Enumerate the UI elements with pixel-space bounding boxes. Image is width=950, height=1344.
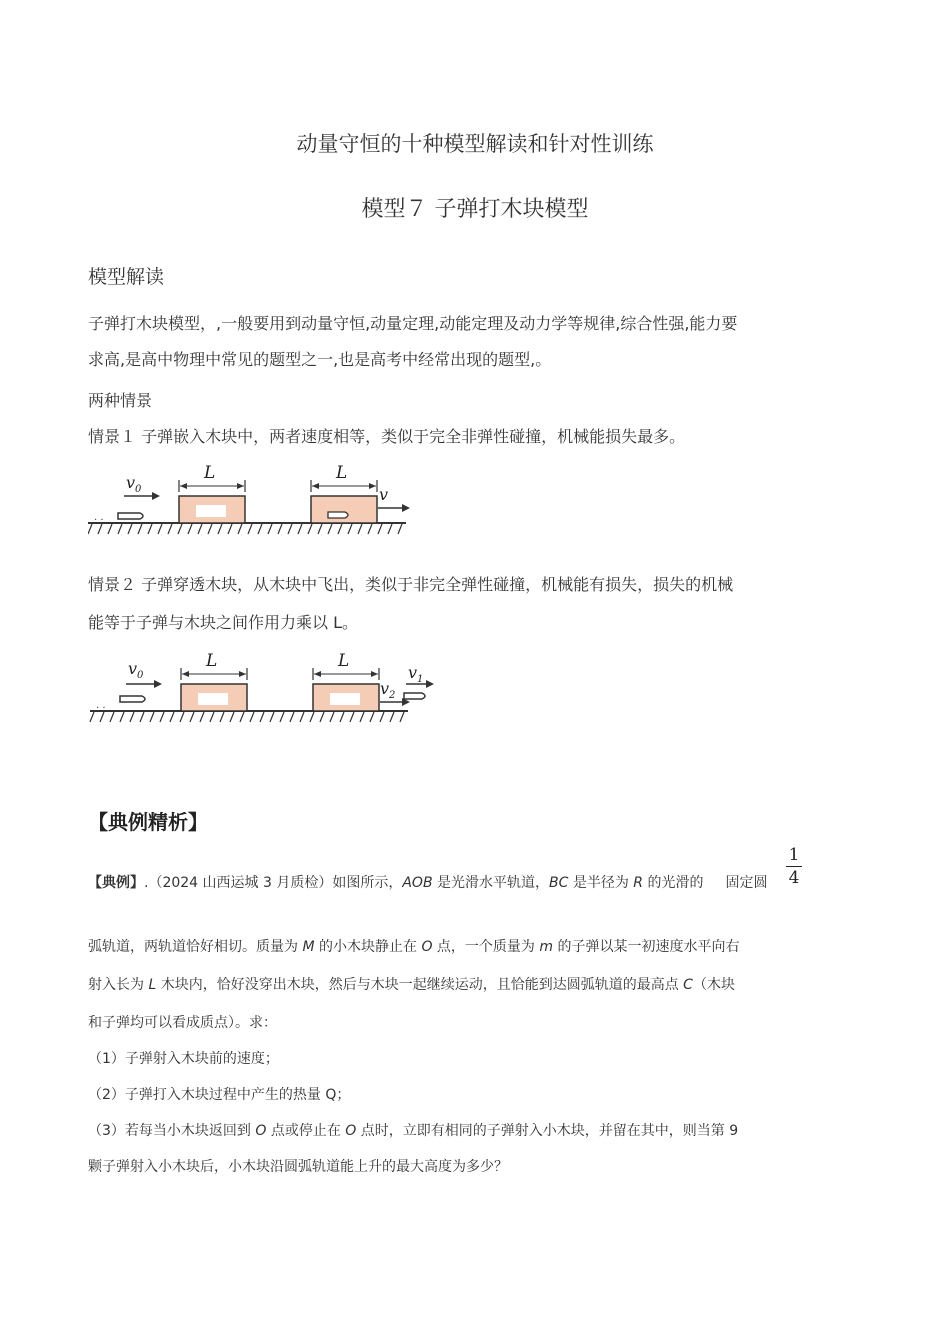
wood-block-2 (311, 496, 377, 523)
length-L-label-2: L (338, 651, 350, 671)
velocity-v-label: v (379, 485, 389, 504)
bullet-exited (404, 693, 425, 699)
length-L-label-2: L (336, 463, 348, 483)
example-line-1: 【典例】.（2024 山西运城 3 月质检）如图所示，AOB 是光滑水平轨道，BC 是半径为 R 的光滑的 固定圆 (88, 875, 768, 891)
wood-block-2 (313, 684, 379, 711)
velocity-v0-label: $v_0$ (128, 659, 144, 681)
model-subtitle: 模型７ 子弹打木块模型 (361, 197, 589, 222)
example-line-4: 和子弹均可以看成质点）。求： (88, 1015, 277, 1031)
motion-dots: . . (94, 512, 104, 523)
question-3: （3）若每当小木块返回到 O 点或停止在 O 点时，立即有相同的子弹射入小木块，并留在其中，则当第 9 (88, 1123, 739, 1139)
example-line-3: 射入长为 L 木块内，恰好没穿出木块，然后与木块一起继续运动，且恰能到达圆弧轨道的最高点 C（木块 (88, 977, 735, 993)
velocity-v0-arrow (126, 680, 162, 688)
intro-line-2: 求高,是高中物理中常见的题型之一,也是高考中经常出现的题型,。 (88, 350, 552, 369)
section-heading: 模型解读 (88, 266, 165, 288)
bullet-initial (118, 513, 143, 519)
ground (90, 711, 408, 722)
wood-block-1 (179, 496, 245, 523)
velocity-v1-label: $v_1$ (408, 663, 424, 685)
figure-bullet-embedded (88, 460, 418, 540)
velocity-v0-arrow (124, 492, 160, 500)
intro-paragraph (88, 306, 868, 378)
question-1: （1）子弹射入木块前的速度； (88, 1051, 279, 1067)
question-3-continued: 颗子弹射入小木块后，小木块沿圆弧轨道能上升的最大高度为多少？ (88, 1159, 508, 1175)
velocity-v2-label: $v_2$ (380, 679, 396, 701)
ground (88, 523, 406, 534)
motion-dots: . . (96, 700, 106, 711)
bullet-initial (120, 696, 145, 702)
two-cases-label: 两种情景 (88, 391, 153, 410)
intro-line-1: 子弹打木块模型，,一般要用到动量守恒,动量定理,动能定理及动力学等规律,综合性强,能力要 (88, 314, 738, 333)
length-L-label-1: L (206, 651, 218, 671)
velocity-v-arrow (378, 504, 410, 512)
velocity-v0-label: $v_0$ (126, 473, 142, 495)
case-2-line-1: 情景２ 子弹穿透木块，从木块中飞出，类似于非完全弹性碰撞，机械能有损失，损失的机械 (88, 575, 734, 594)
length-L-label-1: L (204, 463, 216, 483)
figure-bullet-pass-through (88, 644, 438, 728)
example-heading: 【典例精析】 (88, 810, 208, 834)
example-line-2: 弧轨道，两轨道恰好相切。质量为 M 的小木块静止在 O 点，一个质量为 m 的子弹以某一初速度水平向右 (88, 939, 740, 955)
question-2: （2）子弹打入木块过程中产生的热量 Q； (88, 1087, 351, 1103)
wood-block-1 (181, 684, 247, 711)
case-2-line-2: 能等于子弹与木块之间作用力乘以 L。 (88, 613, 359, 632)
fraction-one-quarter: 1 4 (786, 846, 802, 887)
example-tag: 【典例】 (88, 875, 144, 891)
document-title: 动量守恒的十种模型解读和针对性训练 (296, 132, 654, 156)
case-1-text: 情景１ 子弹嵌入木块中，两者速度相等，类似于完全非弹性碰撞，机械能损失最多。 (88, 427, 686, 446)
